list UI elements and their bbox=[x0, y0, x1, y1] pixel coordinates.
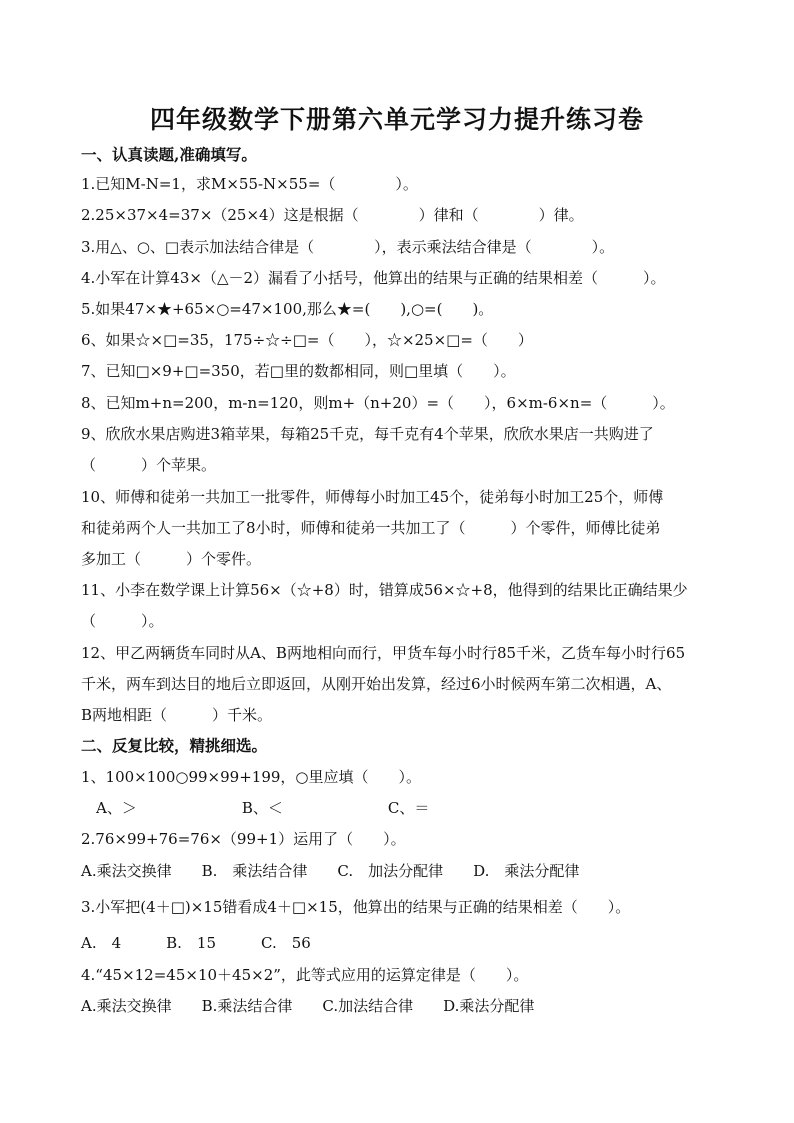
question-options: A、＞ B、＜ C、＝ bbox=[81, 799, 430, 817]
question-line: 1、100×100○99×99+199，○里应填（ ）。 bbox=[81, 768, 421, 786]
question-line: 8、已知m+n=200，m-n=120，则m+（n+20）=（ ），6×m-6×n=（ ）。 bbox=[81, 394, 675, 412]
question-line: 1.已知M-N=1，求M×55-N×55=（ ）。 bbox=[81, 175, 418, 193]
question-line: 6、如果☆×□=35，175÷☆÷□=（ ），☆×25×□=（ ） bbox=[81, 331, 533, 349]
question-options: A.乘法交换律 B.乘法结合律 C.加法结合律 D.乘法分配律 bbox=[81, 997, 535, 1015]
question-options: A. 4 B. 15 C. 56 bbox=[81, 934, 311, 952]
question-line: 4.“45×12=45×10＋45×2”，此等式应用的运算定律是（ ）。 bbox=[81, 966, 529, 984]
question-line: 10、师傅和徒弟一共加工一批零件，师傅每小时加工45个，徒弟每小时加工25个，师傅 bbox=[81, 488, 664, 506]
question-line: 和徒弟两个人一共加工了8小时，师傅和徒弟一共加工了（ ）个零件，师傅比徒弟 bbox=[81, 519, 661, 537]
question-line: B两地相距（ ）千米。 bbox=[81, 706, 273, 724]
question-options: A.乘法交换律 B. 乘法结合律 C. 加法分配律 D. 乘法分配律 bbox=[81, 862, 580, 880]
question-line: 7、已知□×9+□=350，若□里的数都相同，则□里填（ ）。 bbox=[81, 362, 516, 380]
question-line: 3.小军把(4＋□)×15错看成4＋□×15，他算出的结果与正确的结果相差（ ）。 bbox=[81, 898, 631, 916]
question-line: 2.76×99+76=76×（99+1）运用了（ ）。 bbox=[81, 830, 406, 848]
question-line: 9、欣欣水果店购进3箱苹果，每箱25千克，每千克有4个苹果，欣欣水果店一共购进了 bbox=[81, 425, 654, 443]
page-title: 四年级数学下册第六单元学习力提升练习卷 bbox=[149, 105, 644, 134]
question-line: 2.25×37×4=37×（25×4）这是根据（ ）律和（ ）律。 bbox=[81, 206, 584, 224]
question-line: （ ）个苹果。 bbox=[81, 456, 217, 474]
section-1-heading: 一、认真读题,准确填写。 bbox=[81, 145, 257, 164]
question-line: （ ）。 bbox=[81, 612, 164, 630]
question-line: 4.小军在计算43×（△－2）漏看了小括号，他算出的结果与正确的结果相差（ ）。 bbox=[81, 269, 666, 287]
question-line: 12、甲乙两辆货车同时从A、B两地相向而行，甲货车每小时行85千米，乙货车每小时行65 bbox=[81, 644, 686, 662]
question-line: 千米，两车到达目的地后立即返回，从刚开始出发算，经过6小时候两车第二次相遇，A、 bbox=[81, 675, 672, 693]
question-line: 11、小李在数学课上计算56×（☆+8）时，错算成56×☆+8，他得到的结果比正确结果少 bbox=[81, 581, 688, 599]
question-line: 多加工（ ）个零件。 bbox=[81, 550, 262, 568]
question-line: 3.用△、○、□表示加法结合律是（ ），表示乘法结合律是（ ）。 bbox=[81, 238, 615, 256]
question-line: 5.如果47×★+65×○=47×100,那么★=( ),○=( )。 bbox=[81, 300, 494, 318]
section-2-heading: 二、反复比较，精挑细选。 bbox=[81, 736, 268, 755]
